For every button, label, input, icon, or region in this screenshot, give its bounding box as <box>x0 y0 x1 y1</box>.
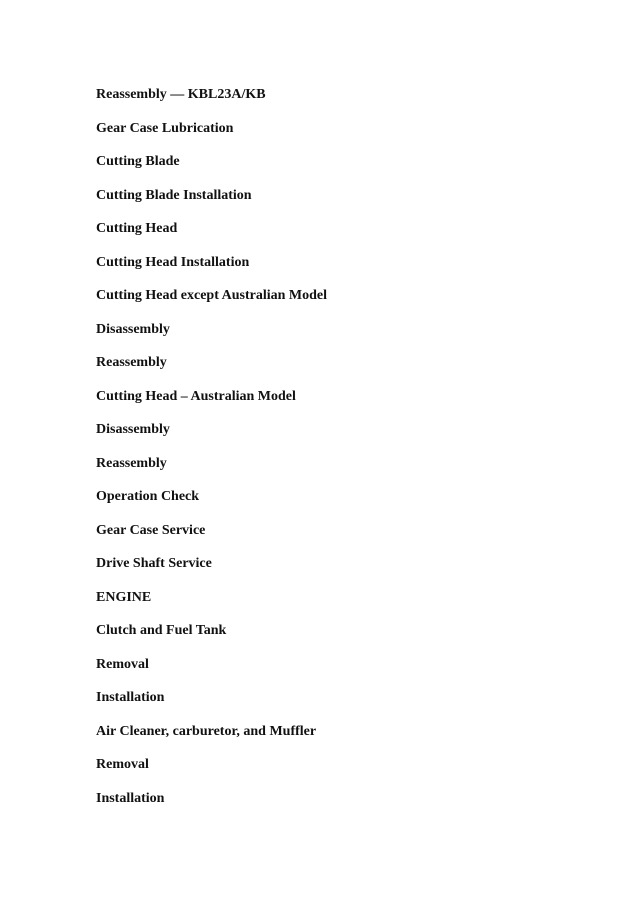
contents-entry: Reassembly <box>96 455 167 471</box>
contents-entry: Cutting Head Installation <box>96 254 250 270</box>
contents-entry: Clutch and Fuel Tank <box>96 623 227 638</box>
contents-entry: Gear Case Lubrication <box>96 120 234 136</box>
contents-entry: Removal <box>96 656 149 672</box>
contents-entry: Drive Shaft Service <box>96 556 212 571</box>
contents-entry: Installation <box>96 690 165 705</box>
contents-entry: Operation Check <box>96 489 200 504</box>
contents-entry: Reassembly — KBL23A/KB <box>96 87 266 102</box>
contents-entry: Disassembly <box>96 321 170 337</box>
contents-entry: Removal <box>96 757 149 772</box>
contents-entry: Cutting Head – Australian Model <box>96 388 296 404</box>
contents-entry: ENGINE <box>96 589 152 605</box>
contents-entry: Cutting Blade <box>96 154 180 169</box>
contents-entry: Disassembly <box>96 422 170 437</box>
contents-list <box>96 86 327 823</box>
contents-entry: Reassembly <box>96 355 167 370</box>
contents-entry: Cutting Blade Installation <box>96 187 252 203</box>
contents-entry: Installation <box>96 790 165 806</box>
contents-entry: Cutting Head <box>96 221 178 236</box>
contents-entry: Gear Case Service <box>96 522 206 538</box>
contents-entry: Air Cleaner, carburetor, and Muffler <box>96 723 317 739</box>
contents-entry: Cutting Head except Australian Model <box>96 288 327 303</box>
